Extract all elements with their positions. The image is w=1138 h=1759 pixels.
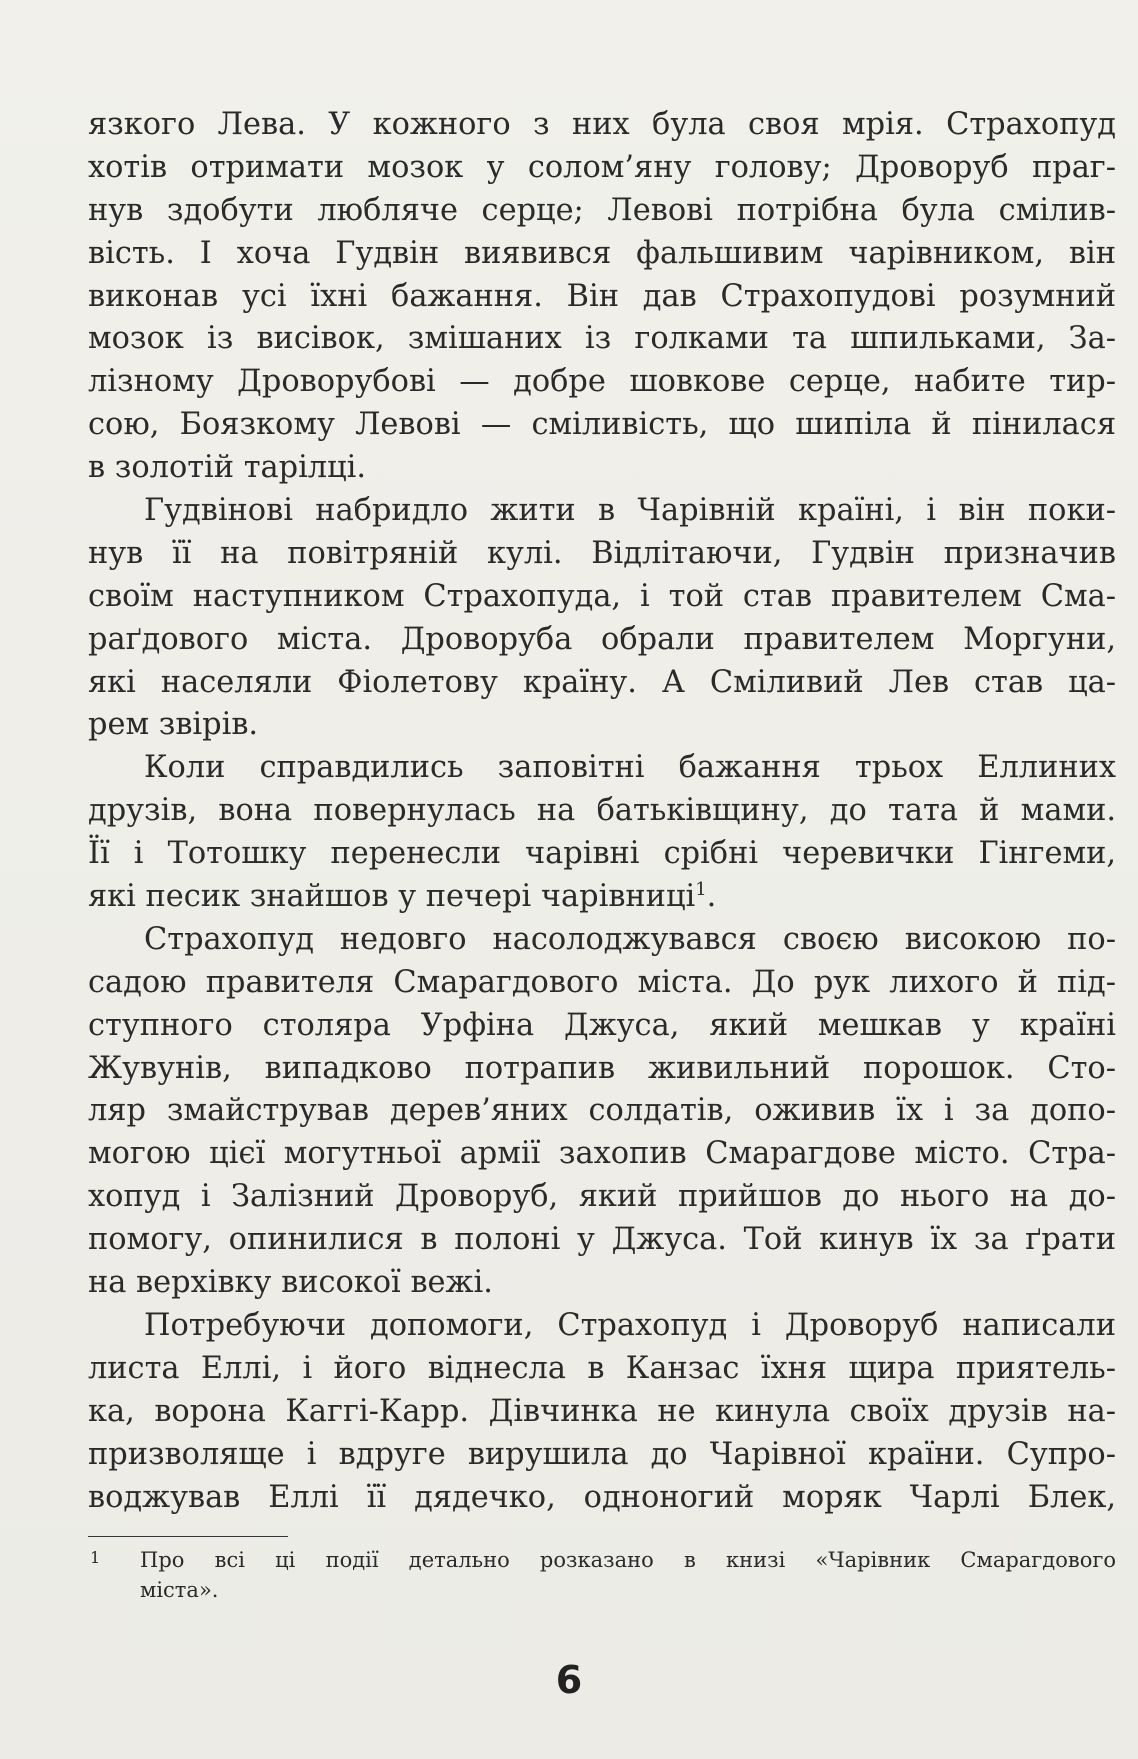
text-line-content: ка, ворона Каггі-Карр. Дівчинка не кинула своїх друзів на- [88, 1393, 1116, 1429]
text-line [88, 1305, 1116, 1348]
text-line-content: рем звірів. [88, 707, 259, 743]
text-line-content: Страхопуд недовго насолоджувався своєю високою по- [144, 921, 1116, 957]
text-line-content: нув здобути люблячe серце; Левові потрібна була смілив- [88, 192, 1116, 228]
text-line [88, 1133, 1116, 1176]
text-line [88, 447, 1116, 490]
text-line [88, 1434, 1116, 1477]
text-line-content: хотів отримати мозок у солом’яну голову; Дроворуб праг- [88, 149, 1116, 185]
text-line-content: які песик знайшов у печері чарівниці [88, 879, 696, 915]
text-line [88, 1348, 1116, 1391]
text-line-content: Коли справдились заповітні бажання трьох Еллиних [144, 750, 1116, 786]
text-line-content: Потребуючи допомоги, Страхопуд і Дроворуб написали [144, 1307, 1116, 1343]
text-line [88, 619, 1116, 662]
text-line [88, 790, 1116, 833]
text-line [88, 1176, 1116, 1219]
text-line-content: ступного столяра Урфіна Джуса, який мешкав у країні [88, 1007, 1116, 1043]
text-line [88, 1090, 1116, 1133]
text-line-content: Її і Тотошку перенесли чарівні срібні черевички Гінгеми, [88, 836, 1116, 872]
text-line [88, 662, 1116, 705]
text-line [88, 190, 1116, 233]
footnote-reference: 1 [695, 878, 707, 900]
text-line-content: Гудвінові набридло жити в Чарівній країні, і він поки- [144, 493, 1116, 529]
text-line [88, 233, 1116, 276]
text-line-content: які населяли Фіолетову країну. А Сміливий Лев став ца- [88, 664, 1116, 700]
text-line-content: на верхівку високої вежі. [88, 1265, 493, 1301]
text-line [88, 747, 1116, 790]
text-line-content: виконав усі їхні бажання. Він дав Страхопудові розумний [88, 278, 1116, 314]
text-line [88, 490, 1116, 533]
text-line-content: листа Еллі, і його віднесла в Канзас їхня щира приятель- [88, 1350, 1116, 1386]
text-line-content: раґдового міста. Дроворуба обрали правителем Моргуни, [88, 621, 1116, 657]
text-line-content: ляр змайстрував дерев’яних солдатів, оживив їх і за допо- [88, 1093, 1116, 1129]
text-line [88, 1477, 1116, 1520]
text-line-content: своїм наступником Страхопуда, і той став правителем Сма- [88, 578, 1116, 614]
text-line-content: могою цієї могутньої армії захопив Смарагдове місто. Стра- [88, 1136, 1116, 1172]
text-line-content: садою правителя Смарагдового міста. До рук лихого й під- [88, 964, 1116, 1000]
text-line-content: язкого Лева. У кожного з них була своя мрія. Страхопуд [88, 107, 1116, 142]
text-line [88, 404, 1116, 447]
text-line-content: лізному Дроворубові — добре шовкове серце, набите тир- [88, 364, 1116, 400]
text-line-content: мозок із висівок, змішаних із голками та шпильками, За- [88, 321, 1116, 357]
text-line-content: призволяще і вдруге вирушила до Чарівної країни. Супро- [88, 1436, 1116, 1472]
text-line [88, 1005, 1116, 1048]
footnote [88, 1545, 1116, 1605]
text-line [88, 1391, 1116, 1434]
text-line-content: нув її на повітряній кулі. Відлітаючи, Гудвін призначив [88, 535, 1116, 571]
text-line [88, 1262, 1116, 1305]
page-number: 6 [555, 1658, 583, 1702]
main-text [88, 104, 1116, 1519]
footnote-line: Про всі ці події детально розказано в книзі «Чарівник Смарагдового [140, 1548, 1116, 1572]
text-line-content: вість. І хоча Гудвін виявився фальшивим чарівником, він [88, 235, 1116, 271]
text-line [88, 876, 1116, 919]
text-line [88, 962, 1116, 1005]
text-line [88, 576, 1116, 619]
text-line-tail: . [706, 879, 717, 915]
text-line [88, 833, 1116, 876]
text-line-content: хопуд і Залізний Дроворуб, який прийшов до нього на до- [88, 1179, 1116, 1215]
text-line [88, 1219, 1116, 1262]
footnote-divider [88, 1536, 288, 1537]
text-line [88, 1048, 1116, 1091]
text-line-content: в золотій тарілці. [88, 450, 367, 486]
text-line-content: друзів, вона повернулась на батьківщину, до тата й мами. [88, 793, 1116, 829]
text-line-content: Жувунів, випадково потрапив живильний порошок. Сто- [88, 1050, 1116, 1086]
text-line [88, 361, 1116, 404]
text-line [88, 704, 1116, 747]
footnote-line: міста». [140, 1578, 219, 1602]
text-line [88, 147, 1116, 190]
text-line [88, 919, 1116, 962]
text-line [88, 104, 1116, 147]
text-line-content: воджував Еллі її дядечко, одноногий моряк Чарлі Блек, [88, 1479, 1116, 1515]
text-line [88, 276, 1116, 319]
text-line-content: сою, Боязкому Левові — сміливість, що шипіла й пінилася [88, 407, 1116, 443]
text-line [88, 533, 1116, 576]
text-line [88, 318, 1116, 361]
footnote-mark: 1 [90, 1548, 101, 1567]
text-line-content: помогу, опинилися в полоні у Джуса. Той кинув їх за ґрати [88, 1222, 1116, 1258]
